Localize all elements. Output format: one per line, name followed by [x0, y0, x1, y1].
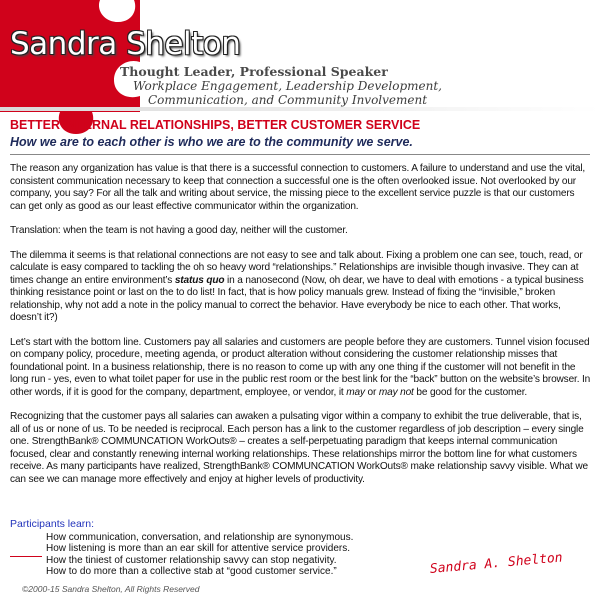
may-not-emphasis: may not [378, 386, 414, 398]
paragraph-2: Translation: when the team is not having a good day, neither will the customer. [10, 225, 348, 236]
paragraph-4-part-1: Let’s start with the bottom line. Customers pay all salaries and customers are people before they are customers. Tunnel vision focused on company policy, procedure, meeting agenda, or product alteration without considering the customer relationship misses that foundational point. In a business relationship, there is no reason to come up with any one thing if the customer will not benefit in the long run - yes, even to what toilet paper for use in the public rest room or the best link for the “back” button on the website’s browser. In other words, if it is good for the company, department, employee, or vendor, it [10, 336, 591, 398]
paragraph-3 [10, 250, 592, 325]
signature: Sandra A. Shelton [429, 550, 564, 577]
specialties-line-2: Communication, and Community Involvement [148, 93, 428, 107]
paragraph-5: Recognizing that the customer pays all salaries can awaken a pulsating vigor within a company to exhibit the true deliverable, that is, all of us or none of us. To be needed is reciprocal. Each person has a link to the customer regardless of job description – every single one. StrengthBank® COMMUNCATION WorkOuts® – creates a self-perpetuating paradigm that keeps internal communication focused, clear and constantly renewing internal working relationships. These relationships mirror the bottom line for what customers receive. As many participants have realized, StrengthBank® COMMUNCATION WorkOuts® make relationship savvy visible. What we can see we can manage more effectively and enjoy at higher levels of productivity. [10, 411, 588, 485]
tagline: Thought Leader, Professional Speaker [120, 64, 388, 79]
may-emphasis: may [346, 386, 365, 398]
paragraph-4 [10, 337, 592, 400]
paragraph-4-part-2: be good for the customer. [413, 386, 528, 398]
article-title: BETTER INTERNAL RELATIONSHIPS, BETTER CUSTOMER SERVICE [10, 118, 421, 132]
learn-list [46, 532, 353, 578]
list-item: How the tiniest of customer relationship savvy can stop negativity. [46, 554, 337, 566]
article-body [10, 163, 592, 498]
list-item: How communication, conversation, and relationship are synonymous. [46, 532, 354, 543]
paragraph-3-part-2: in a nanosecond (Now, oh dear, we have to deal with emotions - a typical business thinking resistance point or last on the to do list! In fact, that is how policy manuals grew. Instead of fixing the “invisible,” broken relationship, why not add a note in the policy manual to correct the behavior. Have everybody be nice to each other. That works, doesn’t it?) [10, 274, 584, 323]
copyright: ©2000-15 Sandra Shelton, All Rights Reserved [22, 584, 200, 594]
specialties-line-1: Workplace Engagement, Leadership Development, [133, 79, 442, 93]
participants-learn-heading: Participants learn: [10, 518, 95, 530]
status-quo-emphasis: status quo [174, 274, 225, 286]
or-text: or [364, 386, 379, 398]
paragraph-3-part-1: The dilemma it seems is that relational connections are not easy to see and talk about. Fixing a problem one can see, touch, read, or calculate is easy compared to tackling the oh so heavy word “relationships.” Relationships are invisible though invasive. They can at times change an entire environment’s [10, 249, 583, 286]
brand-name: Sandra Shelton [10, 26, 241, 62]
list-item: How listening is more than an ear skill for attentive service providers. [46, 543, 351, 555]
article-subtitle: How we are to each other is who we are to the community we serve. [10, 135, 413, 149]
learn-accent-rule [10, 556, 42, 557]
list-item: How to do more than a collective stab at “good customer service.” [46, 566, 337, 578]
header-rule [0, 107, 600, 111]
paragraph-1: The reason any organization has value is that there is a successful connection to customers. A failure to understand and use the vital, consistent communication necessary to keep that connection a successful one is the often overlooked issue. Not overlooked by our company, you say? For all the talk and writing about service, the missing piece to the excellent service puzzle is that our customers can get only as good as our least effective communicator within the organization. [10, 163, 586, 212]
title-divider [10, 154, 590, 155]
